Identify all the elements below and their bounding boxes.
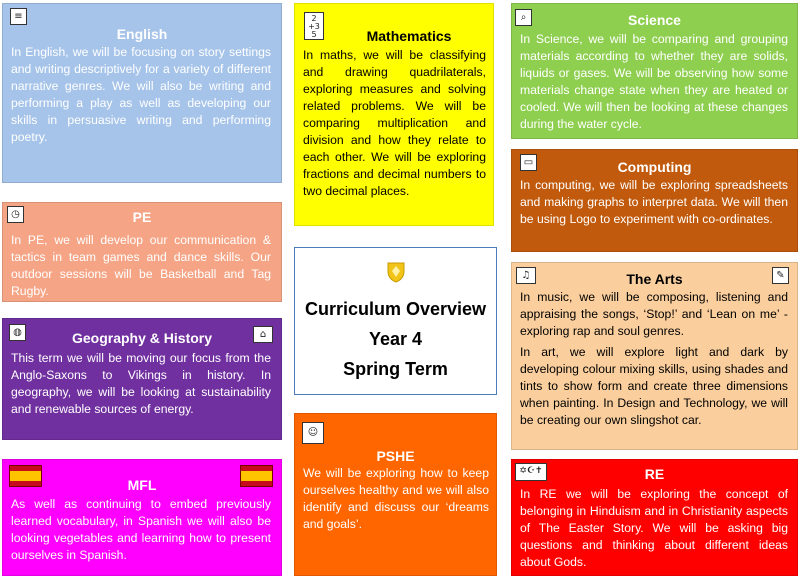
fraction-icon: 2 +3 5	[304, 12, 324, 40]
pe-text: In PE, we will develop our communication & tactics in team games and dance skills. Our outdoor sessions will be Basketball and Tag Rugby.	[11, 233, 271, 298]
curriculum-overview-panel	[294, 247, 497, 395]
pshe-title: PSHE	[376, 448, 415, 464]
mfl-title: MFL	[127, 477, 157, 493]
people-icon: ☺	[302, 422, 324, 444]
mfl-panel	[2, 459, 282, 576]
religious-symbols-icon: ✡☪✝	[515, 463, 547, 481]
term-label: Spring Term	[343, 359, 448, 379]
document-icon: ≡	[10, 8, 27, 25]
mathematics-title: Mathematics	[366, 28, 452, 44]
history-icon: ⌂	[253, 326, 273, 343]
geography-history-text: This term we will be moving our focus from the Anglo-Saxons to Vikings in history. In geography, we will be looking at sustainability and renewable sources of energy.	[11, 351, 271, 416]
geography-history-panel	[2, 318, 282, 440]
magnifier-icon: ⌕	[515, 9, 532, 26]
pe-panel	[2, 202, 282, 302]
pe-title: PE	[132, 209, 152, 225]
year-label: Year 4	[368, 329, 423, 349]
painter-icon: ✎	[772, 267, 789, 284]
pshe-panel	[294, 413, 497, 576]
science-panel	[511, 3, 798, 139]
globe-icon: ◍	[9, 324, 26, 341]
mfl-text: As well as continuing to embed previously learned vocabulary, in Spanish we will also be looking vegetables and learning how to present ourselves in Spanish.	[11, 497, 271, 562]
computer-icon: ▭	[520, 154, 537, 171]
music-paragraph: In music, we will be composing, listening and appraising the songs, ‘Stop!’ and ‘Lean on me’ - exploring rap and soul genres.	[520, 290, 788, 338]
pshe-text: We will be exploring how to keep ourselves healthy and we will also identify and discuss our ‘dreams and goals’.	[303, 466, 489, 531]
english-text: In English, we will be focusing on story settings and writing descriptively for a variety of different narrative genres. We will also be writing and performing a play as well as developing our skills in persuasive writing and performing poetry.	[11, 45, 271, 144]
mathematics-text: In maths, we will be classifying and drawing quadrilaterals, exploring measures and solving related problems. We will be comparing multiplication and division and how they relate to each other. We will be exploring fractions and decimal numbers to two decimal places.	[303, 48, 486, 198]
science-title: Science	[628, 12, 681, 28]
english-title: English	[116, 26, 168, 42]
arts-title: The Arts	[626, 271, 683, 287]
science-text: In Science, we will be comparing and grouping materials according to whether they are solids, liquids or gases. We will be observing how some materials change state when they are heated or cooled. We will then be looking at these changes during the water cycle.	[520, 32, 788, 131]
re-title: RE	[644, 466, 665, 482]
stopwatch-icon: ◷	[7, 206, 24, 223]
computing-panel	[511, 149, 798, 252]
art-paragraph: In art, we will explore light and dark by developing colour mixing skills, using shades and tints to show form and create three dimensions when painting. In Design and Technology, we will be creating our own slingshot car.	[520, 345, 788, 427]
arts-text	[520, 289, 788, 433]
geography-history-title: Geography & History	[71, 330, 213, 346]
computing-title: Computing	[617, 159, 692, 175]
overview-heading: Curriculum Overview	[304, 299, 487, 319]
english-panel	[2, 3, 282, 183]
re-panel	[511, 459, 798, 576]
re-text: In RE we will be exploring the concept of belonging in Hinduism and in Christianity aspects of The Easter Story. We will be asking big questions and thinking about different ideas about Gods.	[520, 487, 788, 569]
mathematics-panel	[294, 3, 494, 226]
arts-panel	[511, 262, 798, 450]
school-shield-logo	[385, 261, 407, 283]
computing-text: In computing, we will be exploring spreadsheets and making graphs to interpret data. We will then be using Logo to experiment with co-ordinates.	[520, 178, 788, 226]
music-icon: ♫	[516, 267, 536, 284]
